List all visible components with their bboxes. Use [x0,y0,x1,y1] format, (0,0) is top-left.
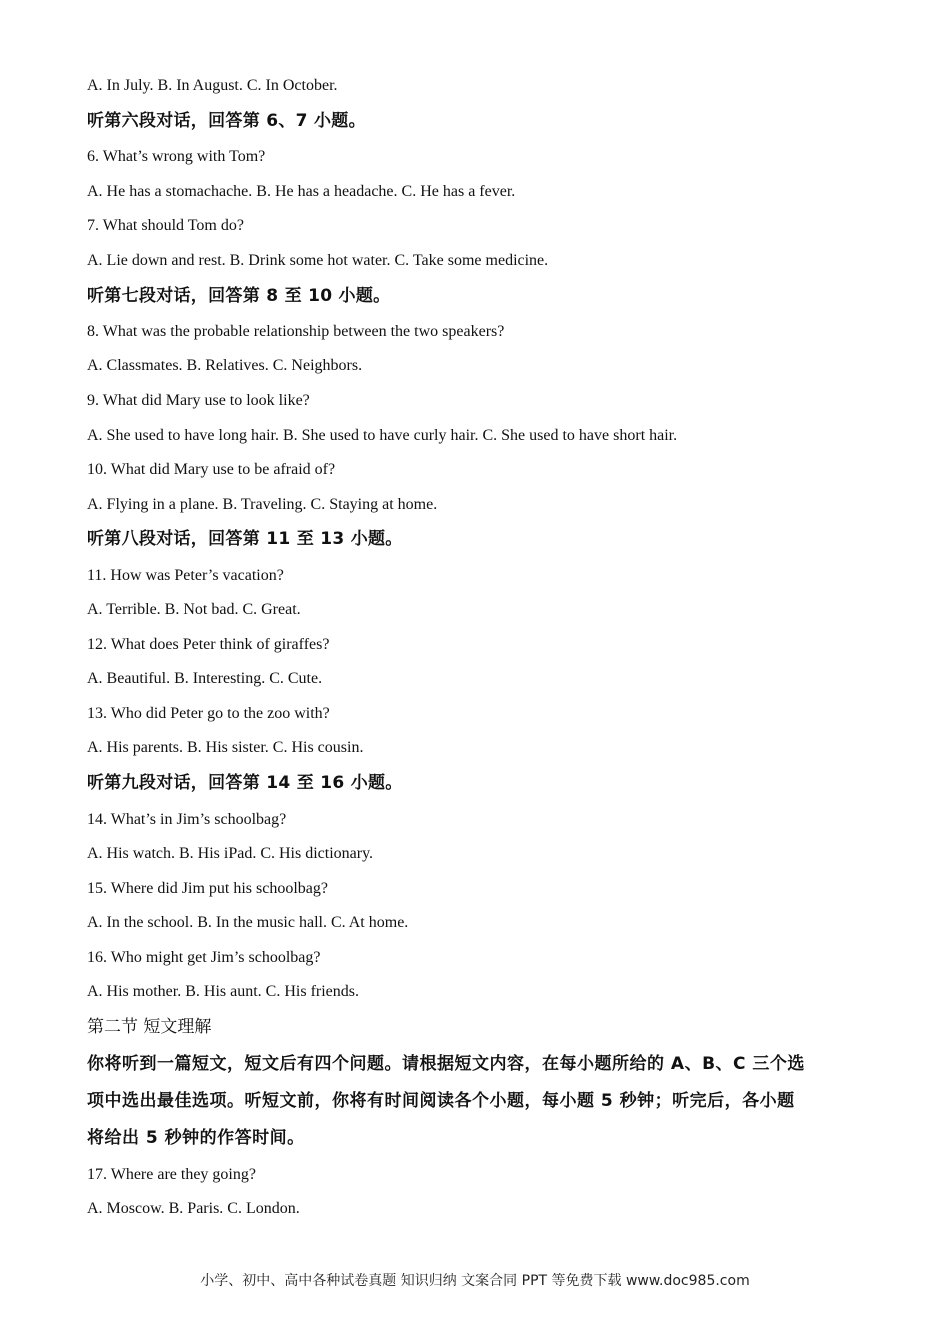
question-15: 15. Where did Jim put his schoolbag? [87,880,328,897]
instructions-line-3: 将给出 5 秒钟的作答时间。 [87,1128,305,1148]
question-10: 10. What did Mary use to be afraid of? [87,461,336,478]
section-heading-dialogue-9: 听第九段对话，回答第 14 至 16 小题。 [87,773,403,793]
section-heading-dialogue-6: 听第六段对话，回答第 6、7 小题。 [87,111,366,131]
answer-options-q15: A. In the school. B. In the music hall. C. At home. [87,914,409,931]
answer-options-q12: A. Beautiful. B. Interesting. C. Cute. [87,670,323,687]
question-9: 9. What did Mary use to look like? [87,392,310,409]
question-7: 7. What should Tom do? [87,217,244,234]
answer-options-q9: A. She used to have long hair. B. She used to have curly hair. C. She used to have short hair. [87,427,678,444]
answer-options-q5: A. In July. B. In August. C. In October. [87,77,338,94]
question-16: 16. Who might get Jim’s schoolbag? [87,949,321,966]
answer-options-q16: A. His mother. B. His aunt. C. His friends. [87,983,359,1000]
question-8: 8. What was the probable relationship between the two speakers? [87,323,505,340]
answer-options-q6: A. He has a stomachache. B. He has a headache. C. He has a fever. [87,183,516,200]
question-14: 14. What’s in Jim’s schoolbag? [87,811,287,828]
question-13: 13. Who did Peter go to the zoo with? [87,705,330,722]
answer-options-q10: A. Flying in a plane. B. Traveling. C. Staying at home. [87,496,438,513]
answer-options-q7: A. Lie down and rest. B. Drink some hot water. C. Take some medicine. [87,252,549,269]
section-heading-dialogue-8: 听第八段对话，回答第 11 至 13 小题。 [87,529,403,549]
question-6: 6. What’s wrong with Tom? [87,148,266,165]
answer-options-q17: A. Moscow. B. Paris. C. London. [87,1200,300,1217]
question-11: 11. How was Peter’s vacation? [87,567,284,584]
answer-options-q11: A. Terrible. B. Not bad. C. Great. [87,601,301,618]
section-heading-dialogue-7: 听第七段对话，回答第 8 至 10 小题。 [87,286,391,306]
answer-options-q14: A. His watch. B. His iPad. C. His dictionary. [87,845,374,862]
instructions-line-1: 你将听到一篇短文，短文后有四个问题。请根据短文内容，在每小题所给的 A、B、C 三个选 [87,1054,805,1074]
footer-watermark-text: 小学、初中、高中各种试卷真题 知识归纳 文案合同 PPT 等免费下载 www.doc985.com [200,1273,750,1289]
question-17: 17. Where are they going? [87,1166,256,1183]
answer-options-q13: A. His parents. B. His sister. C. His cousin. [87,739,364,756]
answer-options-q8: A. Classmates. B. Relatives. C. Neighbors. [87,357,363,374]
question-12: 12. What does Peter think of giraffes? [87,636,330,653]
instructions-line-2: 项中选出最佳选项。听短文前，你将有时间阅读各个小题，每小题 5 秒钟；听完后，各小题 [87,1091,795,1111]
part-two-title: 第二节 短文理解 [87,1017,212,1037]
